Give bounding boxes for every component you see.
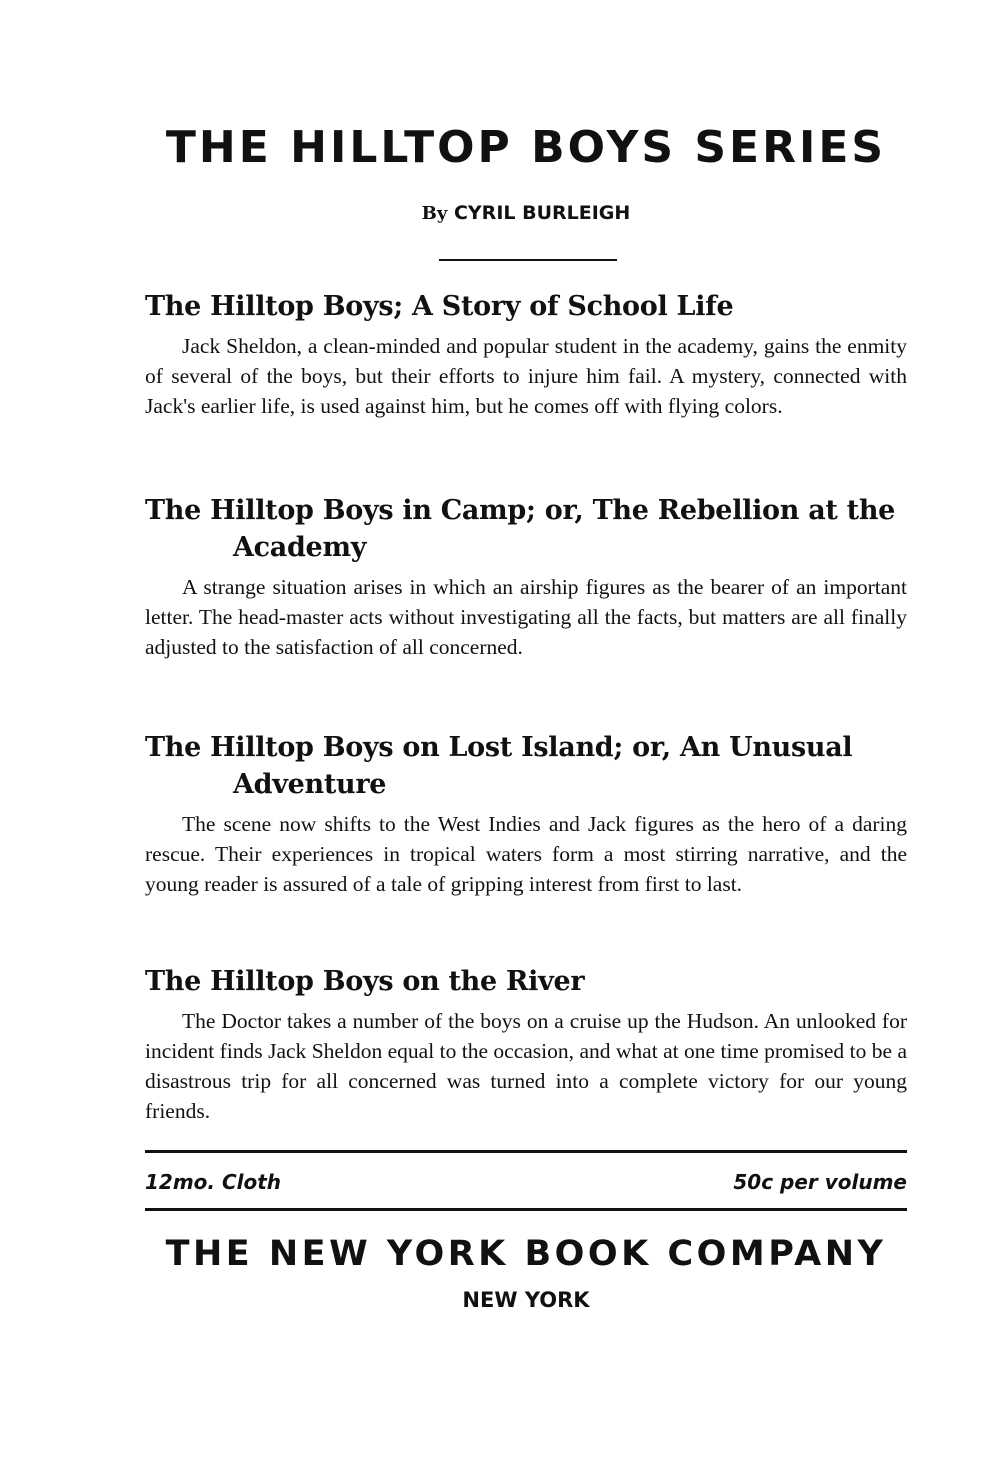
publisher-city: NEW YORK (462, 1288, 590, 1312)
book-description: Jack Sheldon, a clean-minded and popular student in the academy, gains the enmity of several of the boys, but their efforts to injure him fail. A mystery, connected with Jack's earlier life, is used against him, but he comes off with flying colors. (145, 334, 907, 418)
book-description: The scene now shifts to the West Indies and Jack figures as the hero of a daring rescue. Their experiences in tropical waters form a most stirring narrative, and the young reader is assured of a tale of gripping interest from first to last. (145, 812, 907, 896)
publisher-name: THE NEW YORK BOOK COMPANY (165, 1234, 887, 1274)
book-description: The Doctor takes a number of the boys on a cruise up the Hudson. An unlooked for incident finds Jack Sheldon equal to the occasion, and what at one time promised to be a disastrous trip for all concerned was turned into a complete victory for our young friends. (145, 1009, 907, 1123)
byline-by: By (421, 203, 448, 224)
price-bottom-rule (145, 1208, 907, 1211)
advertisement-page (145, 0, 907, 1477)
book-description: A strange situation arises in which an airship figures as the bearer of an important letter. The head-master acts without investigating all the facts, but matters are all finally adjusted to the satisfaction of all concerned. (145, 575, 907, 659)
title-divider (439, 259, 617, 261)
book-title: The Hilltop Boys on the River (145, 966, 585, 997)
price-top-rule (145, 1150, 907, 1153)
byline (145, 200, 907, 227)
book-entry (145, 963, 907, 1126)
book-price: 50c per volume (733, 1170, 907, 1194)
book-title: The Hilltop Boys in Camp; or, The Rebellion at the Academy (145, 495, 896, 563)
book-entry (145, 492, 907, 662)
book-title: The Hilltop Boys; A Story of School Life (145, 291, 734, 322)
book-entry (145, 288, 907, 421)
book-entry (145, 729, 907, 899)
price-line (145, 1166, 907, 1198)
author-name: CYRIL BURLEIGH (453, 202, 631, 224)
book-title: The Hilltop Boys on Lost Island; or, An Unusual Adventure (145, 732, 853, 800)
book-format: 12mo. Cloth (145, 1170, 282, 1194)
series-title: THE HILLTOP BOYS SERIES (165, 122, 887, 173)
